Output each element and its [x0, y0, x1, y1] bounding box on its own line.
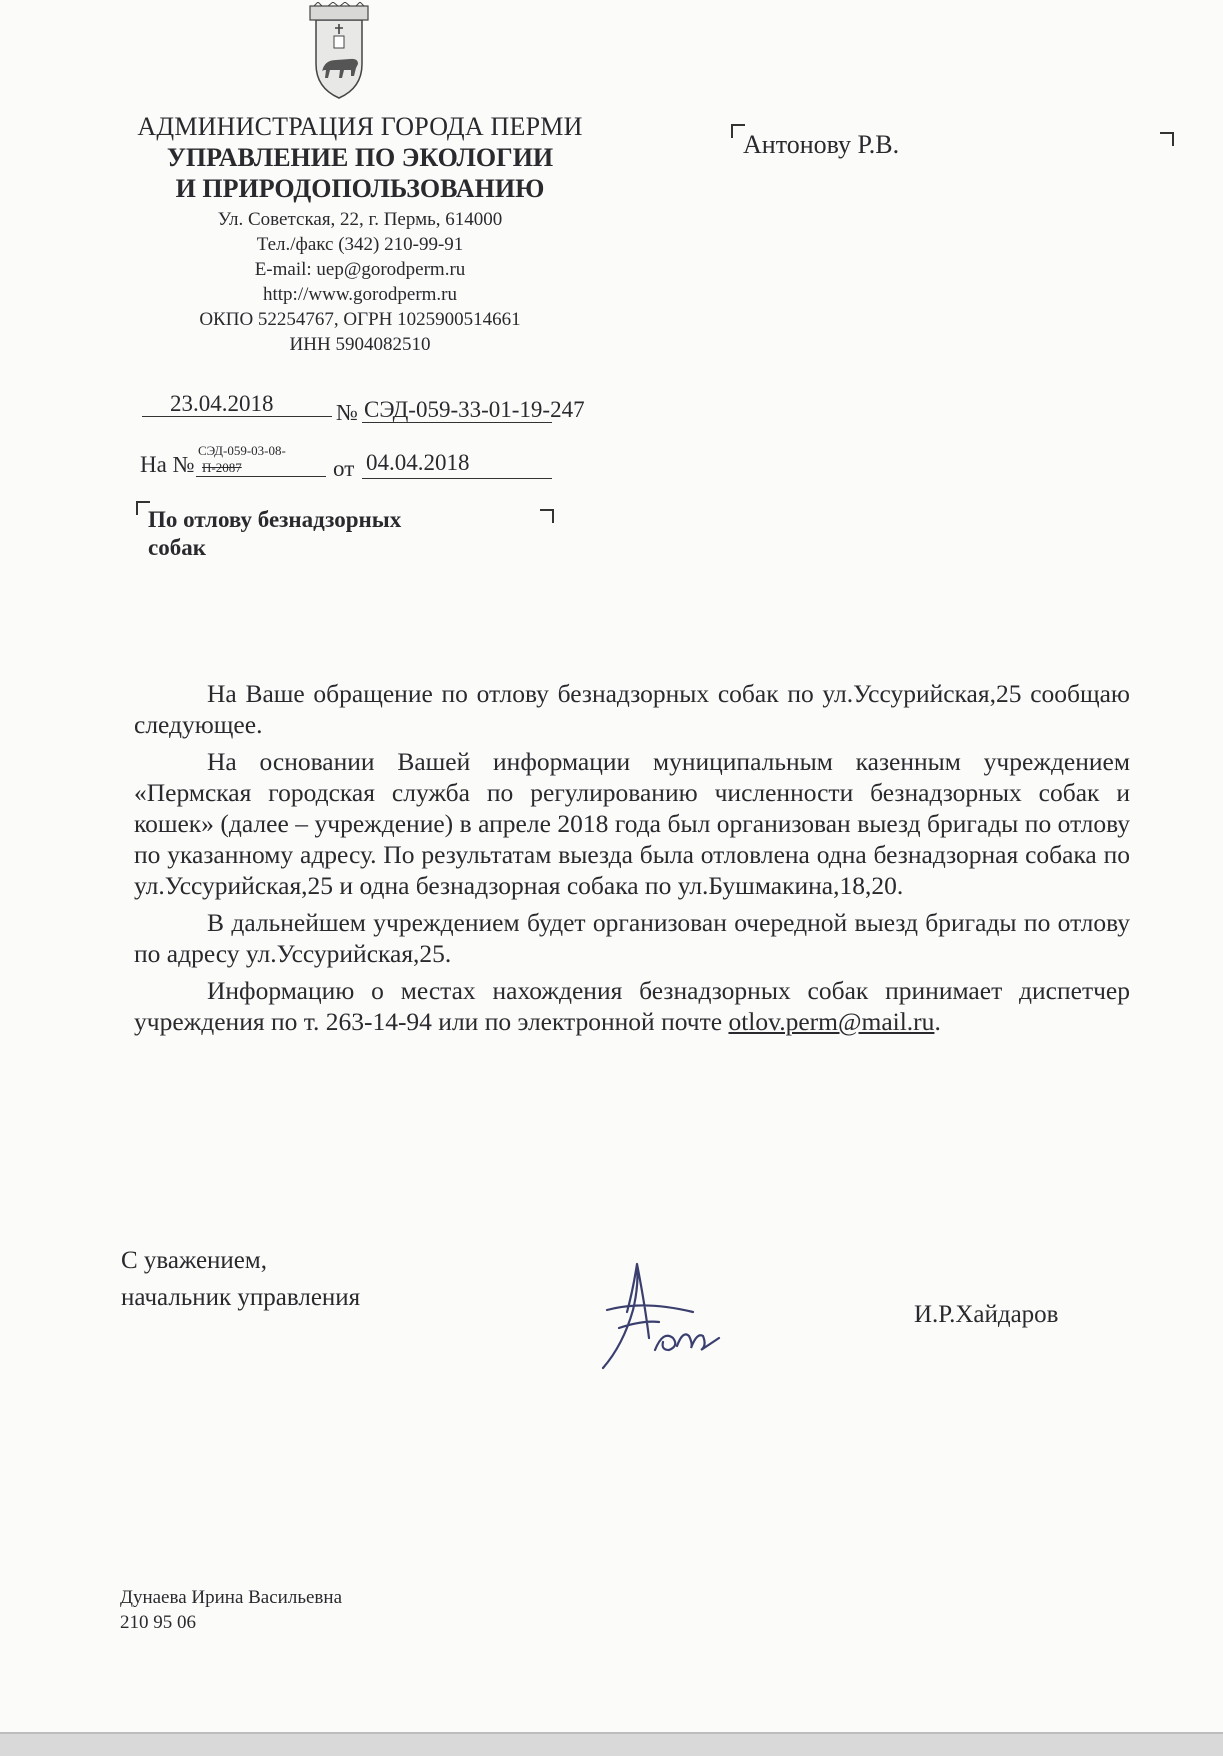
letter-body: [134, 678, 1130, 1037]
reply-number-line2: П-2087: [202, 460, 242, 475]
paragraph-4-end: .: [934, 1007, 941, 1036]
reply-date-underline: [362, 478, 552, 479]
department-name-line1: УПРАВЛЕНИЕ ПО ЭКОЛОГИИ: [166, 143, 554, 172]
email: E-mail: uep@gorodperm.ru: [254, 259, 466, 280]
subject-corner-mark: [540, 509, 554, 523]
address: Ул. Советская, 22, г. Пермь, 614000: [217, 209, 503, 230]
paragraph-1: На Ваше обращение по отлову безнадзорных собак по ул.Уссурийская,25 сообщаю следующее.: [134, 679, 1130, 739]
reply-number-underline: [196, 476, 326, 477]
subject-line2: собак: [148, 535, 206, 560]
document-date: 23.04.2018: [170, 391, 274, 416]
website: http://www.gorodperm.ru: [262, 284, 458, 305]
coat-of-arms-icon: [306, 2, 372, 102]
paragraph-3: В дальнейшем учреждением будет организован очередной выезд бригады по отлову по адресу ул.Уссурийская,25.: [134, 908, 1130, 968]
number-sign: №: [336, 400, 358, 425]
reply-to-prefix: На №: [140, 452, 195, 477]
closing-regards: С уважением,: [121, 1247, 267, 1274]
administration-name: АДМИНИСТРАЦИЯ ГОРОДА ПЕРМИ: [137, 112, 583, 141]
signer-name: И.Р.Хайдаров: [914, 1301, 1059, 1328]
scan-edge: [0, 1732, 1223, 1756]
phone-fax: Тел./факс (342) 210-99-91: [256, 234, 464, 255]
reply-from: от: [333, 456, 355, 481]
executor-phone: 210 95 06: [120, 1612, 196, 1633]
paragraph-4-text: Информацию о местах нахождения безнадзорных собак принимает диспетчер учреждения по т. 263-14-94 или по электронной почте: [134, 976, 1130, 1036]
reply-date: 04.04.2018: [366, 450, 470, 475]
paragraph-4: [134, 975, 1130, 1037]
signer-position: начальник управления: [121, 1284, 361, 1311]
inn: ИНН 5904082510: [289, 334, 431, 355]
registry-codes: ОКПО 52254767, ОГРН 1025900514661: [199, 309, 521, 330]
handwritten-signature: [593, 1250, 723, 1375]
paragraph-2: На основании Вашей информации муниципальным казенным учреждением «Пермская городская служба по регулированию численности безнадзорных собак и кошек» (далее – учреждение) в апреле 2018 года был организован выезд бригады по отлову по указанному адресу. По результатам выезда была отловлена одна безнадзорная собака по ул.Уссурийская,25 и одна безнадзорная собака по ул.Бушмакина,18,20.: [134, 747, 1130, 900]
subject: [148, 506, 528, 562]
subject-line1: По отлову безнадзорных: [148, 507, 402, 532]
dispatcher-email-link[interactable]: otlov.perm@mail.ru: [728, 1007, 935, 1036]
reply-number-line1: СЭД-059-03-08-: [198, 443, 286, 458]
executor-name: Дунаева Ирина Васильевна: [120, 1587, 342, 1608]
closing: [121, 1242, 360, 1316]
recipient-corner-mark: [1160, 132, 1174, 146]
department-name-line2: И ПРИРОДОПОЛЬЗОВАНИЮ: [175, 174, 545, 203]
document-number: СЭД-059-33-01-19-247: [364, 397, 585, 422]
recipient: Антонову Р.В.: [743, 130, 900, 159]
